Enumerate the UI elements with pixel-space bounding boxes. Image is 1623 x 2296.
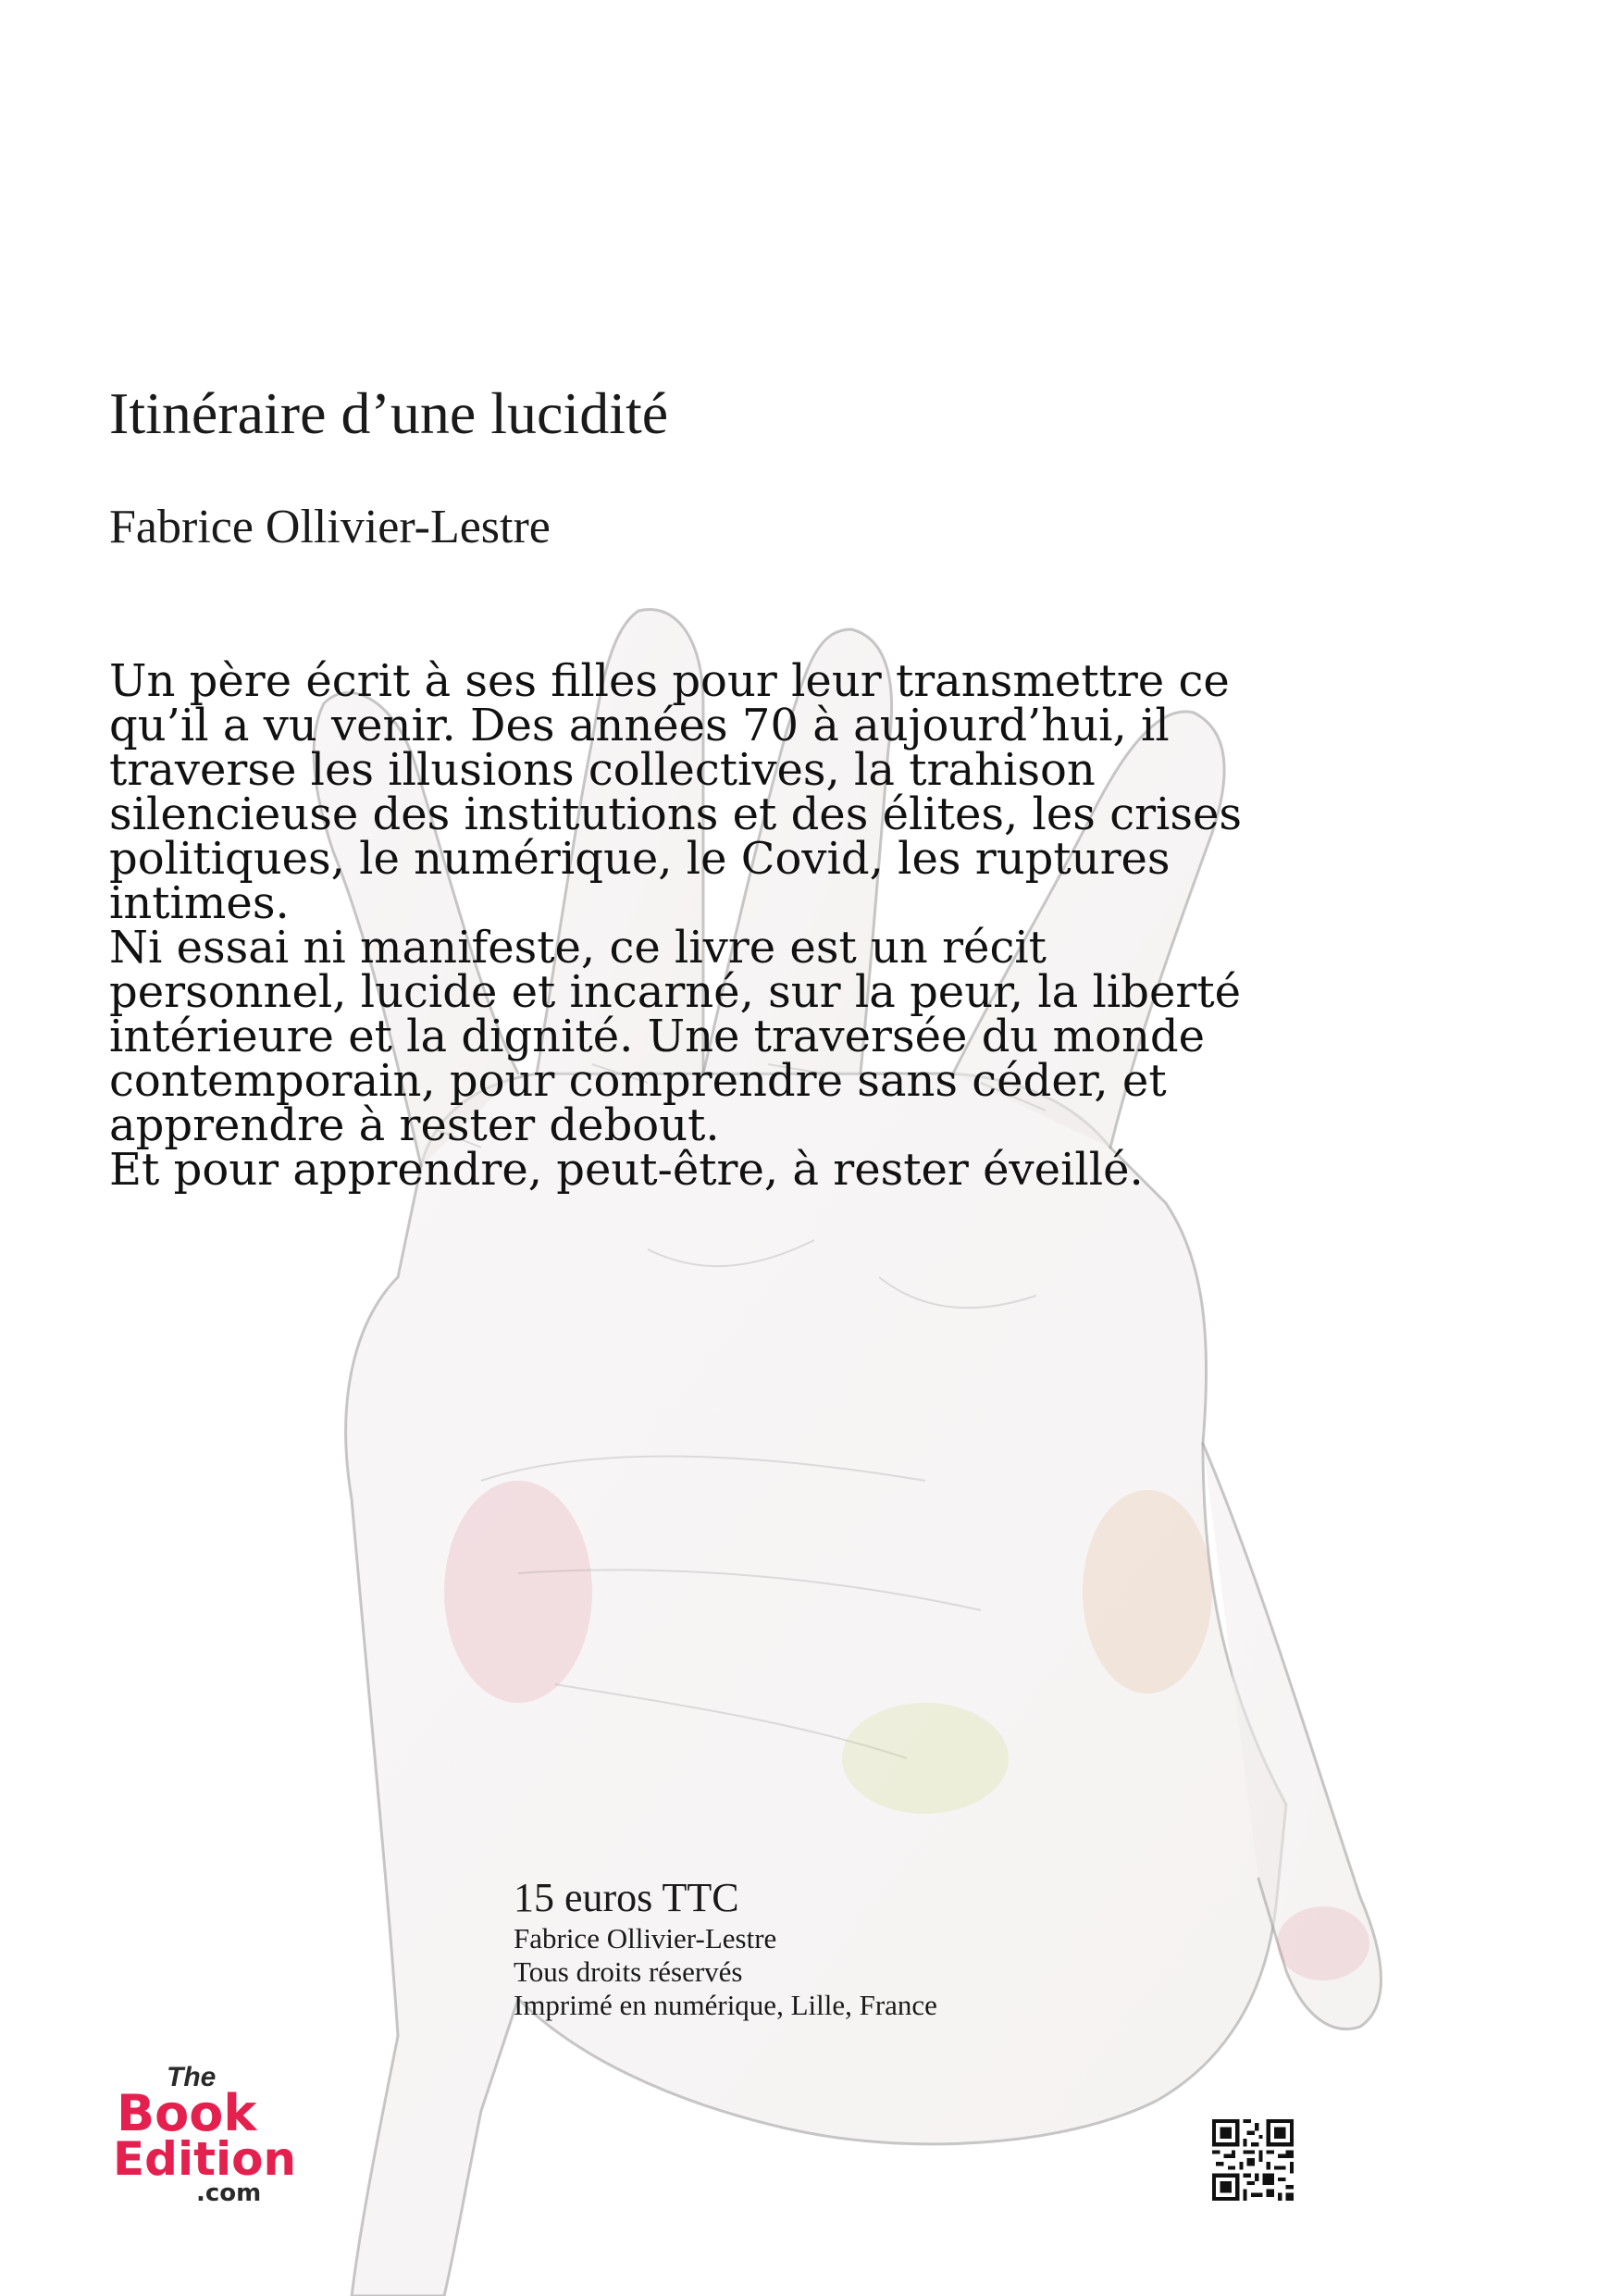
imprint-printing: Imprimé en numérique, Lille, France: [514, 1989, 937, 2021]
imprint-author: Fabrice Ollivier-Lestre: [514, 1922, 777, 1955]
logo-dotcom: .com: [196, 2179, 262, 2204]
blurb-paragraph: Un père écrit à ses filles pour leur transmettre ce qu’il a vu venir. Des années 70 à aujourd’hui, il traverse les illusions collectives, la trahison silencieuse des institutions et des élites, les crises politiques, le numérique, le Covid, les ruptures intimes.: [109, 655, 1243, 929]
blurb-paragraph: Et pour apprendre, peut-être, à rester éveillé.: [109, 1144, 1144, 1196]
logo-book: Book: [117, 2084, 257, 2142]
logo-edition: Edition: [113, 2132, 297, 2186]
book-title: Itinéraire d’une lucidité: [109, 380, 669, 446]
logo-the: The: [167, 2062, 217, 2092]
blurb-paragraph: Ni essai ni manifeste, ce livre est un récit personnel, lucide et incarné, sur la peur, la liberté intérieure et la dignité. Une traversée du monde contemporain, pour comprendre sans céder, et apprendre à rester debout.: [109, 922, 1242, 1151]
price-label: 15 euros TTC: [514, 1875, 739, 1920]
back-cover-blurb: [109, 655, 1257, 1196]
book-author: Fabrice Ollivier-Lestre: [109, 501, 551, 553]
imprint-block: [514, 1874, 937, 2022]
publisher-logo: [113, 2056, 335, 2204]
imprint-rights: Tous droits réservés: [514, 1955, 743, 1988]
qr-code-icon: [1212, 2119, 1294, 2201]
